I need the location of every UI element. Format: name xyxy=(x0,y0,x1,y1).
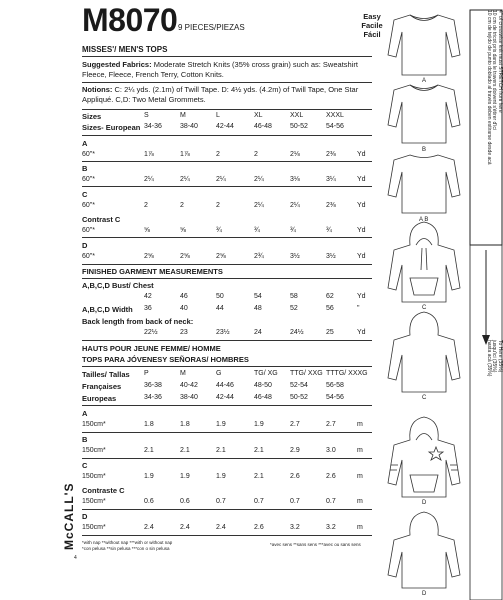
yardage-cell: ⅝ xyxy=(180,227,186,234)
yardage-cell: ¾ xyxy=(290,227,296,234)
metric-cell: 2.4 xyxy=(216,524,226,531)
yardage-cell: 2¼ xyxy=(216,176,226,183)
measure-cell: 24½ xyxy=(290,329,304,336)
measure-cell: 36 xyxy=(144,305,152,312)
yardage-cell: 2 xyxy=(180,202,184,209)
measure-cell: 54 xyxy=(254,293,262,300)
yardage-cell: 2⅜ xyxy=(326,151,336,158)
stretch-text xyxy=(486,10,503,280)
nap-legend-fr: *avec sens **sans sens ***avec ou sans sens xyxy=(270,542,361,547)
stretch-text-fr: 10 cm de tricot pris dans le travers doivent s'étirer d'ici xyxy=(491,10,498,131)
size-cell: 50-52 xyxy=(290,123,308,130)
view-label: D xyxy=(82,512,88,521)
unit: Yd xyxy=(357,176,366,183)
fabric-width: 150cm* xyxy=(82,447,106,454)
view-label-d-back: D xyxy=(422,591,427,597)
metric-cell: 0.6 xyxy=(144,498,154,505)
size-cell: TTG/ XXG xyxy=(290,370,323,377)
spanish-title: TOPS PARA JÓVENESY SEÑORAS/ HOMBRES xyxy=(82,355,249,364)
view-c-back-illustration xyxy=(388,312,460,392)
stretch-to-here-text xyxy=(486,340,503,376)
measure-cell: 22½ xyxy=(144,329,158,336)
measure-cell: 23½ xyxy=(216,329,230,336)
size-cell: M xyxy=(180,370,186,377)
size-cell: TTTG/ XXXG xyxy=(326,370,368,377)
metric-cell: 1.9 xyxy=(144,473,154,480)
yardage-cell: 2¼ xyxy=(180,176,190,183)
fabric-width: 60"* xyxy=(82,253,95,260)
yardage-cell: 3¼ xyxy=(326,176,336,183)
unit: Yd xyxy=(357,329,366,336)
fabric-width: 150cm* xyxy=(82,421,106,428)
view-label: A xyxy=(82,409,88,418)
measure-cell: 40 xyxy=(180,305,188,312)
to-here-en: To Here (35%) xyxy=(497,340,503,373)
unit: Yd xyxy=(357,227,366,234)
view-label: B xyxy=(82,164,88,173)
easy-fr: Facile xyxy=(361,21,383,30)
metric-cell: 3.2 xyxy=(290,524,300,531)
view-label-a: A xyxy=(422,78,427,84)
yardage-cell: 2 xyxy=(144,202,148,209)
notions-text: C: 2¼ yds. (2.1m) of Twill Tape. D: 4½ yds. (4.2m) of Twill Tape, One Star Appliqué. C,D: Two Metal Grommets. xyxy=(82,85,359,104)
row-label: Sizes xyxy=(82,112,102,121)
yardage-cell: 3½ xyxy=(290,253,300,260)
yardage-cell: 2⅛ xyxy=(290,151,300,158)
to-here-fr: jusqu'ici (35%) xyxy=(491,340,498,373)
size-cell: 52-54 xyxy=(290,382,308,389)
metric-cell: 2.1 xyxy=(180,447,190,454)
yardage-cell: 3½ xyxy=(326,253,336,260)
metric-cell: 0.7 xyxy=(216,498,226,505)
brand-text: McCALL'S xyxy=(62,482,76,550)
measure-cell: 42 xyxy=(144,293,152,300)
size-cell: L xyxy=(216,112,220,119)
measure-cell: 48 xyxy=(254,305,262,312)
view-label: C xyxy=(82,461,88,470)
view-d-hoodie-illustration xyxy=(388,417,460,497)
view-a-illustration xyxy=(388,15,460,75)
size-cell: XXXL xyxy=(326,112,344,119)
view-label: Contraste C xyxy=(82,486,125,495)
view-label: D xyxy=(82,241,88,250)
fabric-width: 60"* xyxy=(82,151,95,158)
fabric-width: 150cm* xyxy=(82,498,106,505)
fabric-width: 60"* xyxy=(82,202,95,209)
metric-cell: 1.9 xyxy=(216,421,226,428)
metric-cell: 2.1 xyxy=(254,473,264,480)
measure-cell: 23 xyxy=(180,329,188,336)
view-illustrations xyxy=(380,0,468,600)
unit: m xyxy=(357,421,363,428)
metric-cell: 2.6 xyxy=(326,473,336,480)
measure-cell: 24 xyxy=(254,329,262,336)
size-cell: 46-48 xyxy=(254,123,272,130)
metric-cell: 2.6 xyxy=(254,524,264,531)
measure-cell: 52 xyxy=(290,305,298,312)
metric-cell: 2.7 xyxy=(290,421,300,428)
yardage-cell: 1⅞ xyxy=(144,151,154,158)
fabrics-text: Moderate Stretch Knits (35% cross grain) such as: Sweatshirt Fleece, Fleece, French Terry, Cotton Knits. xyxy=(82,60,358,79)
size-cell: P xyxy=(144,370,149,377)
yardage-cell: 2⅜ xyxy=(326,202,336,209)
size-cell: 40-42 xyxy=(180,382,198,389)
metric-cell: 2.4 xyxy=(180,524,190,531)
view-label-d: D xyxy=(422,500,427,506)
fabrics-label: Suggested Fabrics: xyxy=(82,60,152,69)
size-cell: 46-48 xyxy=(254,394,272,401)
row-label: Europeas xyxy=(82,394,117,403)
metric-cell: 1.9 xyxy=(254,421,264,428)
fabric-width: 150cm* xyxy=(82,524,106,531)
yardage-cell: 2¼ xyxy=(254,176,264,183)
view-label-b: B xyxy=(422,147,427,153)
unit: Yd xyxy=(357,293,366,300)
fabric-width: 60"* xyxy=(82,176,95,183)
nap-legend-en: *with nap **without nap ***with or without nap xyxy=(82,540,173,545)
metric-cell: 3.2 xyxy=(326,524,336,531)
unit: m xyxy=(357,498,363,505)
measure-cell: 50 xyxy=(216,293,224,300)
measure-cell: 62 xyxy=(326,293,334,300)
page-title: MISSES'/ MEN'S TOPS xyxy=(82,45,168,54)
metric-cell: 2.1 xyxy=(254,447,264,454)
metric-cell: 1.8 xyxy=(144,421,154,428)
yardage-cell: 2⅝ xyxy=(180,253,190,260)
size-cell: 34-36 xyxy=(144,123,162,130)
view-label: Contrast C xyxy=(82,215,121,224)
stretch-text-en: 4" of crosswise knit must STRETCH from here xyxy=(497,10,503,113)
fabric-width: 60"* xyxy=(82,227,95,234)
metric-cell: 2.4 xyxy=(144,524,154,531)
yardage-cell: 2 xyxy=(216,151,220,158)
size-cell: 44-46 xyxy=(216,382,234,389)
metric-cell: 2.9 xyxy=(290,447,300,454)
row-label: Françaises xyxy=(82,382,122,391)
yardage-cell: ⅝ xyxy=(144,227,150,234)
back-label: Back length from back of neck: xyxy=(82,317,194,326)
pieces-count: 9 PIECES/PIEZAS xyxy=(178,23,245,32)
bust-label: A,B,C,D Bust/ Chest xyxy=(82,281,154,290)
nap-legend-es: *con pelusa **sin pelusa ***con o sin pelusa xyxy=(82,546,170,551)
size-cell: 38-40 xyxy=(180,394,198,401)
size-cell: 34-36 xyxy=(144,394,162,401)
metric-cell: 3.0 xyxy=(326,447,336,454)
yardage-cell: 3⅛ xyxy=(290,176,300,183)
yardage-cell: 2¼ xyxy=(254,202,264,209)
size-cell: 48-50 xyxy=(254,382,272,389)
size-cell: 50-52 xyxy=(290,394,308,401)
unit: m xyxy=(357,473,363,480)
size-cell: G xyxy=(216,370,222,377)
page-number: 4 xyxy=(74,555,77,561)
french-title: HAUTS POUR JEUNE FEMME/ HOMME xyxy=(82,344,221,353)
metric-cell: 0.7 xyxy=(254,498,264,505)
yardage-cell: ¾ xyxy=(326,227,332,234)
measure-cell: 44 xyxy=(216,305,224,312)
size-cell: XXL xyxy=(290,112,304,119)
metric-cell: 2.1 xyxy=(144,447,154,454)
view-label-c-back: C xyxy=(422,395,427,401)
view-d-back-illustration xyxy=(388,512,460,588)
yardage-cell: ¾ xyxy=(216,227,222,234)
yardage-cell: 2¼ xyxy=(290,202,300,209)
view-label: B xyxy=(82,435,88,444)
stretch-instructions xyxy=(478,10,503,290)
metric-cell: 0.7 xyxy=(326,498,336,505)
view-c-hoodie-illustration xyxy=(388,222,460,302)
metric-cell: 1.9 xyxy=(180,473,190,480)
view-b-illustration xyxy=(388,85,460,143)
metric-cell: 1.8 xyxy=(180,421,190,428)
metric-cell: 0.7 xyxy=(290,498,300,505)
size-cell: 38-40 xyxy=(180,123,198,130)
metric-cell: 2.1 xyxy=(216,447,226,454)
yardage-cell: 2⅝ xyxy=(216,253,226,260)
yardage-cell: 2⅝ xyxy=(144,253,154,260)
unit: Yd xyxy=(357,202,366,209)
stretch-to-here xyxy=(478,340,503,440)
size-cell: 56-58 xyxy=(326,382,344,389)
stretch-text-es: 10 cm de tejido de punto doblado al través deben estirarse desde acá xyxy=(486,10,492,165)
size-cell: TG/ XG xyxy=(254,370,278,377)
size-cell: 42-44 xyxy=(216,394,234,401)
view-label-ab: A B xyxy=(419,217,429,223)
measure-cell: 46 xyxy=(180,293,188,300)
metric-cell: 1.9 xyxy=(216,473,226,480)
fabric-width: 150cm* xyxy=(82,473,106,480)
unit: Yd xyxy=(357,151,366,158)
measure-cell: 25 xyxy=(326,329,334,336)
size-cell: S xyxy=(144,112,149,119)
view-label: A xyxy=(82,139,88,148)
unit: m xyxy=(357,447,363,454)
yardage-cell: ¾ xyxy=(254,227,260,234)
pattern-number: M8070 xyxy=(82,2,178,38)
unit: " xyxy=(357,305,360,312)
unit: m xyxy=(357,524,363,531)
size-cell: 54-56 xyxy=(326,394,344,401)
size-cell: M xyxy=(180,112,186,119)
size-cell: 42-44 xyxy=(216,123,234,130)
finished-title: FINISHED GARMENT MEASUREMENTS xyxy=(82,267,223,276)
row-label: Tailles/ Tallas xyxy=(82,370,130,379)
view-ab-illustration xyxy=(388,155,460,213)
metric-cell: 2.6 xyxy=(290,473,300,480)
measure-cell: 56 xyxy=(326,305,334,312)
size-cell: 54-56 xyxy=(326,123,344,130)
yardage-cell: 1⅞ xyxy=(180,151,190,158)
measure-cell: 58 xyxy=(290,293,298,300)
size-cell: 36-38 xyxy=(144,382,162,389)
easy-es: Fácil xyxy=(363,30,381,39)
size-cell: XL xyxy=(254,112,263,119)
row-label: Sizes- European xyxy=(82,123,141,132)
to-here-es: hasta acá (35%) xyxy=(486,340,492,377)
view-label-c: C xyxy=(422,305,427,311)
notions-label: Notions: xyxy=(82,85,113,94)
width-label: A,B,C,D Width xyxy=(82,305,133,314)
metric-cell: 0.6 xyxy=(180,498,190,505)
yardage-cell: 2 xyxy=(254,151,258,158)
easy-en: Easy xyxy=(363,12,381,21)
metric-cell: 2.7 xyxy=(326,421,336,428)
view-label: C xyxy=(82,190,88,199)
unit: Yd xyxy=(357,253,366,260)
yardage-cell: 2 xyxy=(216,202,220,209)
yardage-cell: 2¼ xyxy=(144,176,154,183)
yardage-cell: 2¾ xyxy=(254,253,264,260)
